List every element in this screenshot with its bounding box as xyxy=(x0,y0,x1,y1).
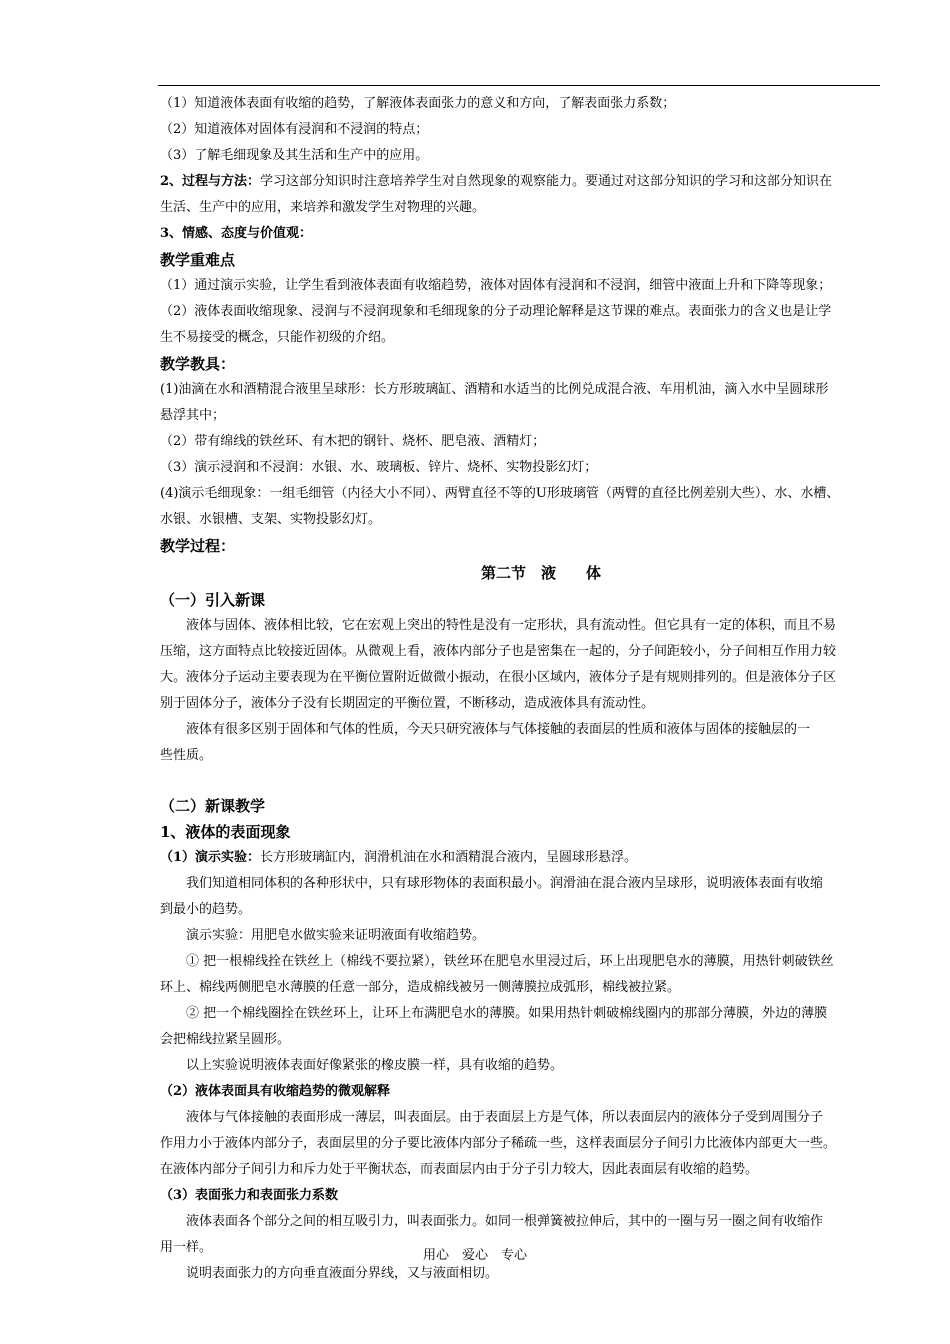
process-method-line-1 xyxy=(160,169,882,195)
micro-heading: （2）液体表面具有收缩趋势的微观解释 xyxy=(160,1084,391,1099)
soap-1-line-1: ① 把一根棉线拴在铁丝上（棉线不要拉紧），铁丝环在肥皂水里浸过后，环上出现肥皂水的薄膜，用热针刺破铁丝 xyxy=(186,954,834,969)
intro-para2-line-1: 液体有很多区别于固体和气体的性质，今天只研究液体与气体接触的表面层的性质和液体与固体的接触层的一 xyxy=(186,722,811,737)
intro-para1-line-1: 液体与固体、液体相比较，它在宏观上突出的特性是没有一定形状，具有流动性。但它具有一定的体积，而且不易 xyxy=(186,618,837,633)
tension-para-line-2: 用一样。 xyxy=(160,1240,213,1255)
objective-item-3: （3）了解毛细现象及其生活和生产中的应用。 xyxy=(160,148,429,163)
key-points-heading: 教学重难点 xyxy=(160,251,236,269)
micro-para-line-3: 在液体内部分子间引力和斥力处于平衡状态，而表面层内由于分子引力较大，因此表面层有收缩的趋势。 xyxy=(160,1162,759,1177)
demo-para-line-1: 我们知道相同体积的各种形状中，只有球形物体的表面积最小。润滑油在混合液内呈球形，说明液体表面有收缩 xyxy=(186,876,824,891)
section-title: 第二节 液 体 xyxy=(480,564,601,582)
process-method-label: 2、过程与方法： xyxy=(160,174,261,189)
intro-para1-line-4: 别于固体分子，液体分子没有长期固定的平衡位置，不断移动，造成液体具有流动性。 xyxy=(160,696,655,711)
demo-para-line-2: 到最小的趋势。 xyxy=(160,902,252,917)
header-rule xyxy=(158,85,880,86)
process-heading: 教学过程： xyxy=(160,537,236,555)
tools-heading: 教学教具： xyxy=(160,355,236,373)
micro-para-line-2: 作用力小于液体内部分子，表面层里的分子要比液体内部分子稀疏一些，这样表面层分子间引力比液体内部更大一些。 xyxy=(160,1136,837,1151)
page-content xyxy=(160,91,882,1287)
tools-line-5: (4)演示毛细现象：一组毛细管（内径大小不同）、两臂直径不等的U形玻璃管（两臂的直径比例差别大些）、水、水槽、 xyxy=(160,486,840,501)
tools-line-6: 水银、水银槽、支架、实物投影幻灯。 xyxy=(160,512,382,527)
tools-line-1: (1)油滴在水和酒精混合液里呈球形：长方形玻璃缸、酒精和水适当的比例兑成混合液、车用机油，滴入水中呈圆球形 xyxy=(160,382,829,397)
tension-para-line-1: 液体表面各个部分之间的相互吸引力，叫表面张力。如同一根弹簧被拉伸后，其中的一圈与另一圈之间有收缩作 xyxy=(186,1214,824,1229)
tools-line-4: （3）演示浸润和不浸润：水银、水、玻璃板、锌片、烧杯、实物投影幻灯； xyxy=(160,460,598,475)
tension-direction: 说明表面张力的方向垂直液面分界线，又与液面相切。 xyxy=(186,1266,499,1281)
intro-heading: （一）引入新课 xyxy=(160,591,266,609)
tools-line-3: （2）带有绵线的铁丝环、有木把的钢针、烧杯、肥皂液、酒精灯； xyxy=(160,434,546,449)
page-footer: 用心 爱心 专心 xyxy=(422,1248,527,1263)
emotion-label: 3、情感、态度与价值观： xyxy=(160,226,313,241)
objective-item-1: （1）知道液体表面有收缩的趋势，了解液体表面张力的意义和方向，了解表面张力系数； xyxy=(160,96,676,111)
key-points-line-3: 生不易接受的概念，只能作初级的介绍。 xyxy=(160,330,395,345)
soap-1-line-2: 环上、棉线两侧肥皂水薄膜的任意一部分，造成棉线被另一侧薄膜拉成弧形，棉线被拉紧。 xyxy=(160,980,681,995)
micro-para-line-1: 液体与气体接触的表面形成一薄层，叫表面层。由于表面层上方是气体，所以表面层内的液体分子受到周围分子 xyxy=(186,1110,824,1125)
key-points-line-2: （2）液体表面收缩现象、浸润与不浸润现象和毛细现象的分子动理论解释是这节课的难点。表面张力的含义也是让学 xyxy=(160,304,832,319)
intro-para1-line-3: 大。液体分子运动主要表现为在平衡位置附近做微小振动，在很小区域内，液体分子是有规则排列的。但是液体分子区 xyxy=(160,670,837,685)
key-points-line-1: （1）通过演示实验，让学生看到液体表面有收缩趋势，液体对固体有浸润和不浸润，细管中液面上升和下降等现象； xyxy=(160,278,832,293)
soap-conclusion: 以上实验说明液体表面好像紧张的橡皮膜一样，具有收缩的趋势。 xyxy=(186,1058,564,1073)
tools-line-2: 悬浮其中； xyxy=(160,408,226,423)
demo-line xyxy=(160,845,882,871)
spacer xyxy=(160,769,882,793)
soap-2-line-1: ② 把一个棉线圈拴在铁丝环上，让环上布满肥皂水的薄膜。如果用热针刺破棉线圈内的那部分薄膜，外边的薄膜 xyxy=(186,1006,828,1021)
process-method-text: 学习这部分知识时注意培养学生对自然现象的观察能力。要通过对这部分知识的学习和这部分知识在 xyxy=(260,174,833,189)
new-lesson-heading: （二）新课教学 xyxy=(160,797,266,815)
demo-text: 长方形玻璃缸内，润滑机油在水和酒精混合液内，呈圆球形悬浮。 xyxy=(260,850,638,865)
process-method-line-2: 生活、生产中的应用，来培养和激发学生对物理的兴趣。 xyxy=(160,200,486,215)
objective-item-2: （2）知道液体对固体有浸润和不浸润的特点； xyxy=(160,122,429,137)
tension-heading: （3）表面张力和表面张力系数 xyxy=(160,1188,339,1203)
intro-para1-line-2: 压缩，这方面特点比较接近固体。从微观上看，液体内部分子也是密集在一起的，分子间距较小，分子间相互作用力较 xyxy=(160,644,837,659)
soap-intro: 演示实验：用肥皂水做实验来证明液面有收缩趋势。 xyxy=(186,928,486,943)
demo-label: （1）演示实验： xyxy=(160,850,261,865)
topic1-heading: 1、液体的表面现象 xyxy=(160,823,291,841)
soap-2-line-2: 会把棉线拉紧呈圆形。 xyxy=(160,1032,291,1047)
intro-para2-line-2: 些性质。 xyxy=(160,748,213,763)
